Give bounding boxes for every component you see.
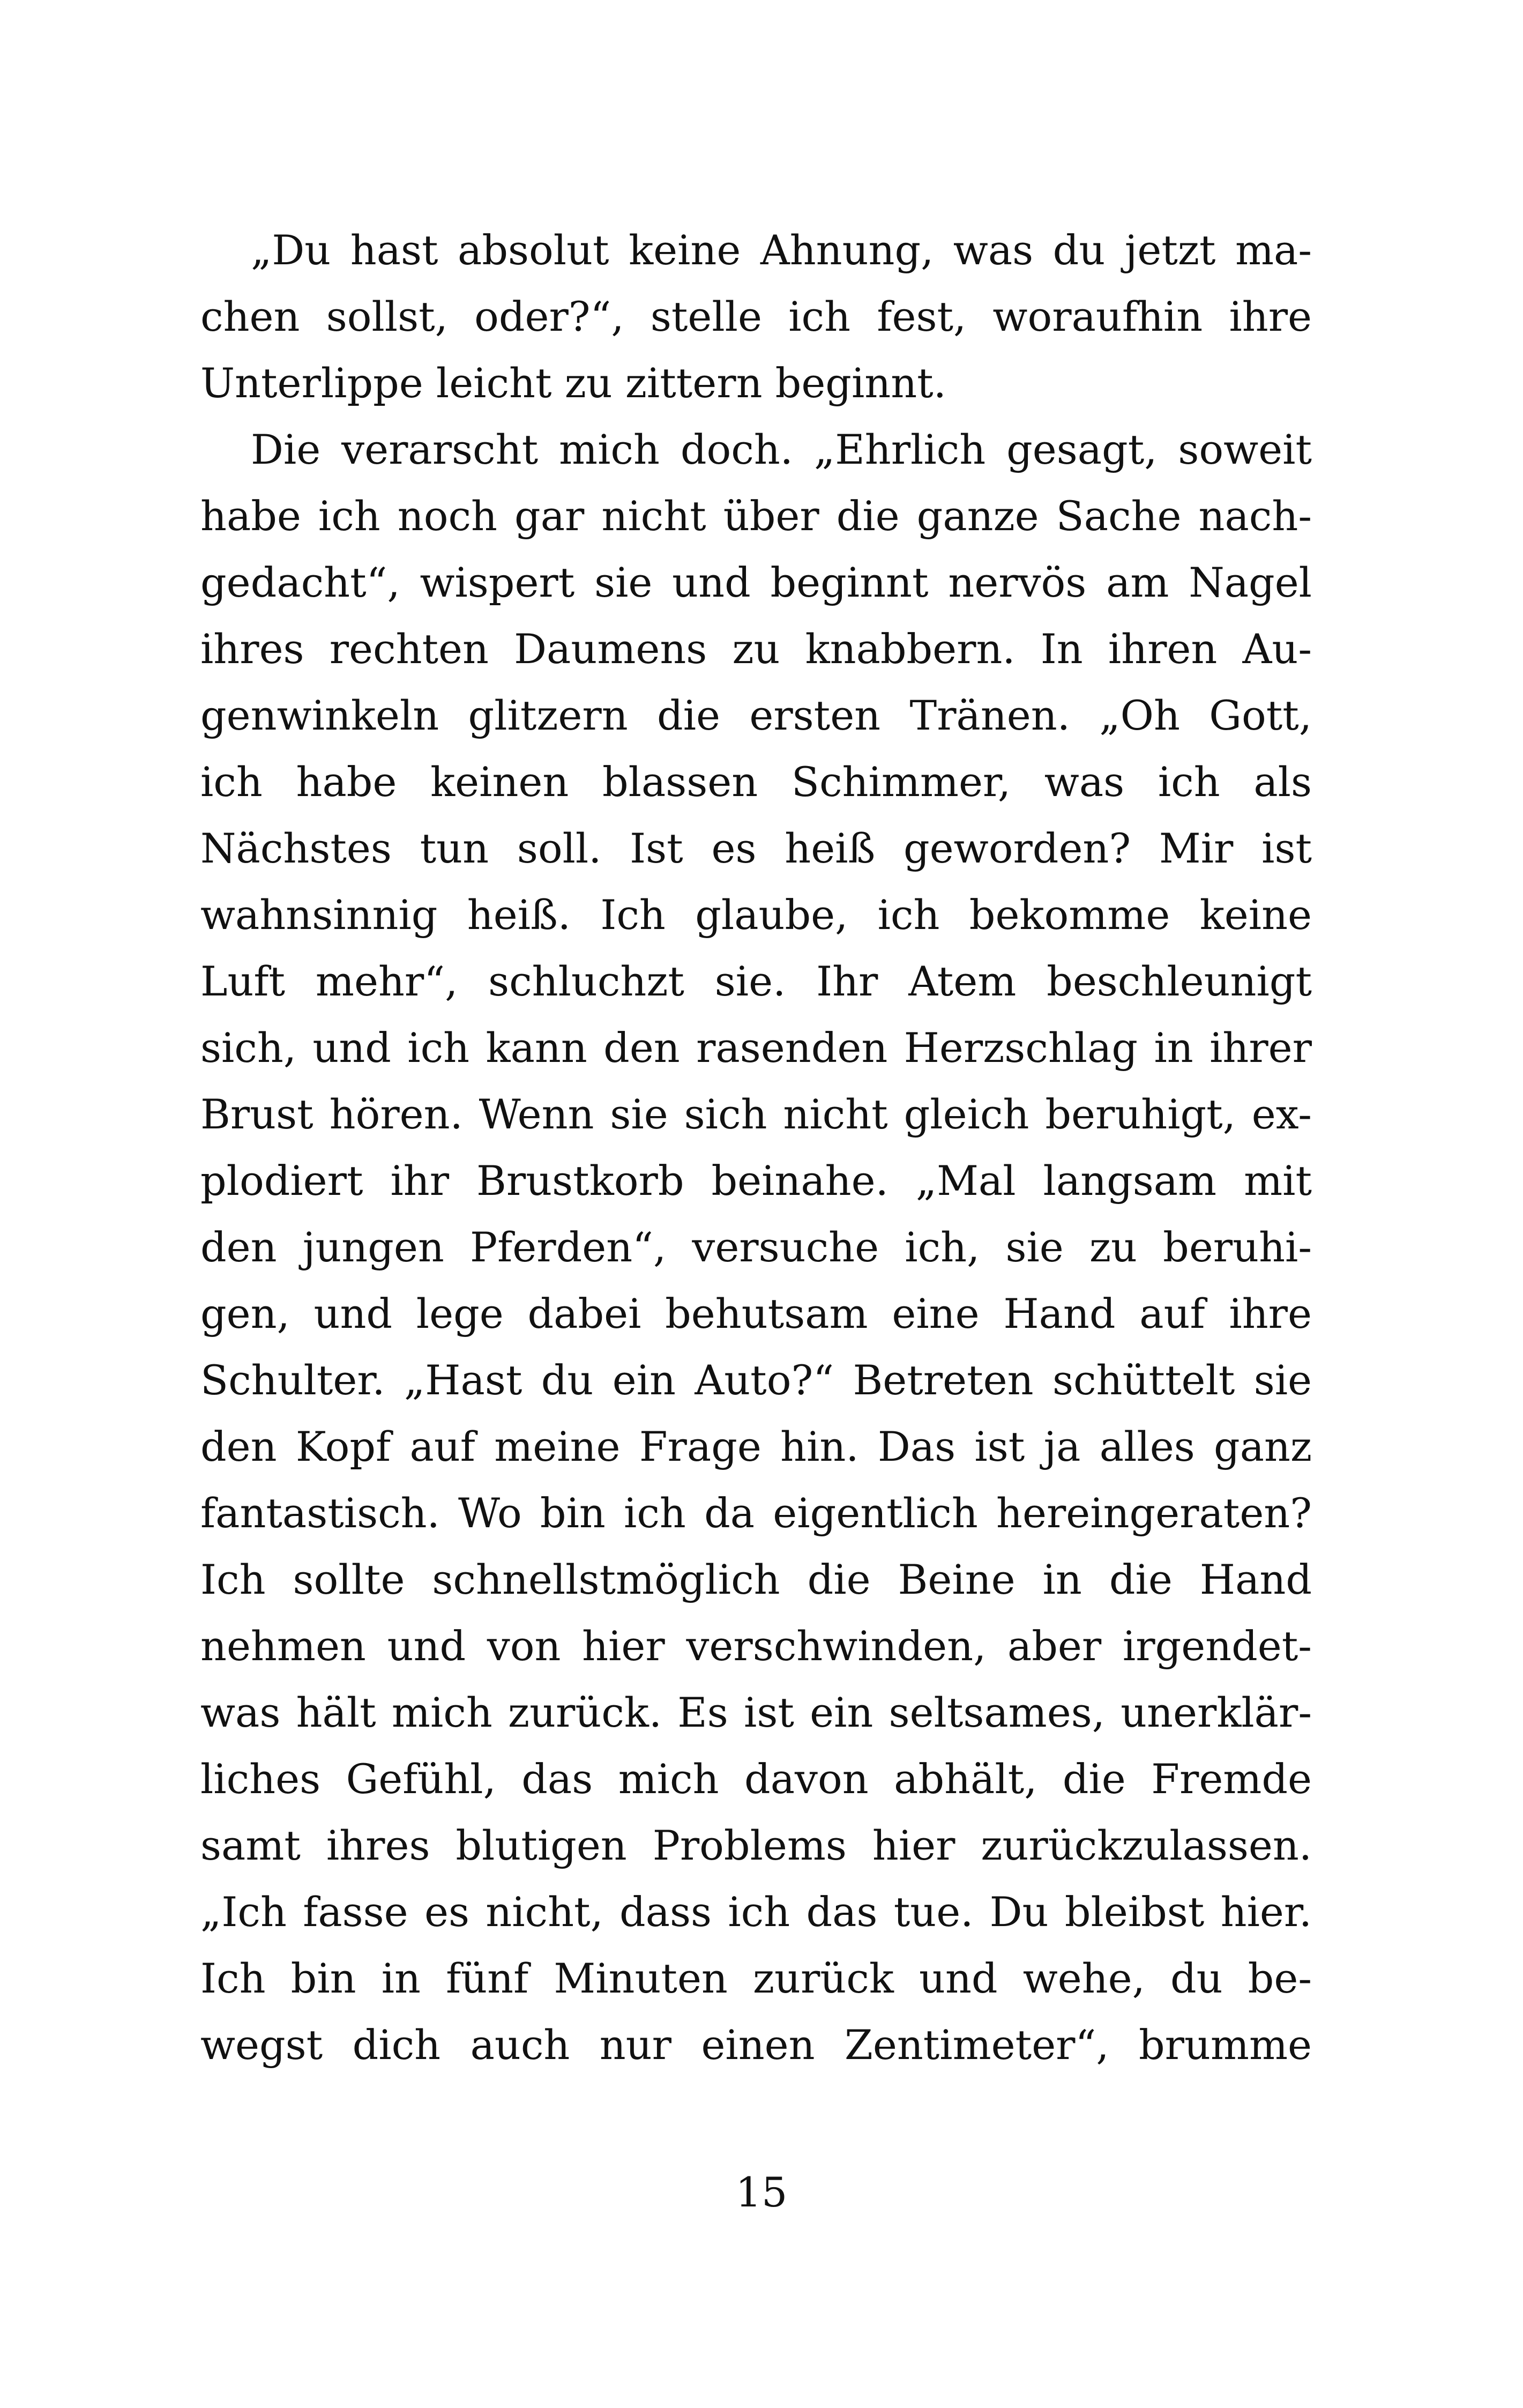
text-line: den jungen Pferden“, versuche ich, sie zu beruhi- — [200, 1223, 1312, 1271]
text-line: liches Gefühl, das mich davon abhält, die Fremde — [200, 1755, 1312, 1803]
text-line: Unterlippe leicht zu zittern beginnt. — [200, 359, 946, 407]
text-line: genwinkeln glitzern die ersten Tränen. „Oh Gott, — [200, 692, 1312, 739]
text-line: fantastisch. Wo bin ich da eigentlich hereingeraten? — [200, 1489, 1312, 1537]
text-line: ich habe keinen blassen Schimmer, was ich als — [200, 758, 1312, 806]
text-line: „Ich fasse es nicht, dass ich das tue. Du bleibst hier. — [200, 1888, 1312, 1936]
text-line: Brust hören. Wenn sie sich nicht gleich beruhigt, ex- — [200, 1090, 1312, 1138]
text-line: den Kopf auf meine Frage hin. Das ist ja alles ganz — [200, 1423, 1312, 1470]
text-line: wahnsinnig heiß. Ich glaube, ich bekomme keine — [200, 891, 1312, 939]
text-line: „Du hast absolut keine Ahnung, was du jetzt ma- — [251, 226, 1312, 274]
text-line: habe ich noch gar nicht über die ganze Sache nach- — [200, 492, 1312, 540]
text-line: Nächstes tun soll. Ist es heiß geworden? Mir ist — [200, 824, 1312, 872]
text-line: nehmen und von hier verschwinden, aber irgendet- — [200, 1622, 1312, 1670]
text-line: sich, und ich kann den rasenden Herzschlag in ihrer — [200, 1024, 1312, 1072]
text-line: ihres rechten Daumens zu knabbern. In ihren Au- — [200, 625, 1312, 673]
page-number: 15 — [735, 2168, 788, 2216]
text-line: plodiert ihr Brustkorb beinahe. „Mal langsam mit — [200, 1157, 1312, 1205]
text-line: Luft mehr“, schluchzt sie. Ihr Atem beschleunigt — [200, 957, 1312, 1005]
text-line: Ich sollte schnellstmöglich die Beine in die Hand — [200, 1556, 1312, 1603]
text-line: Ich bin in fünf Minuten zurück und wehe, du be- — [200, 1954, 1312, 2002]
text-line: chen sollst, oder?“, stelle ich fest, woraufhin ihre — [200, 293, 1312, 340]
text-line: Die verarscht mich doch. „Ehrlich gesagt, soweit — [251, 426, 1312, 473]
text-line: wegst dich auch nur einen Zentimeter“, brumme — [200, 2021, 1312, 2069]
text-line: was hält mich zurück. Es ist ein seltsames, unerklär- — [200, 1689, 1312, 1736]
text-line: Schulter. „Hast du ein Auto?“ Betreten schüttelt sie — [200, 1356, 1312, 1404]
text-line: samt ihres blutigen Problems hier zurückzulassen. — [200, 1822, 1312, 1869]
text-line: gen, und lege dabei behutsam eine Hand auf ihre — [200, 1290, 1312, 1337]
text-line: gedacht“, wispert sie und beginnt nervös am Nagel — [200, 559, 1312, 606]
body-text — [200, 217, 1312, 2078]
